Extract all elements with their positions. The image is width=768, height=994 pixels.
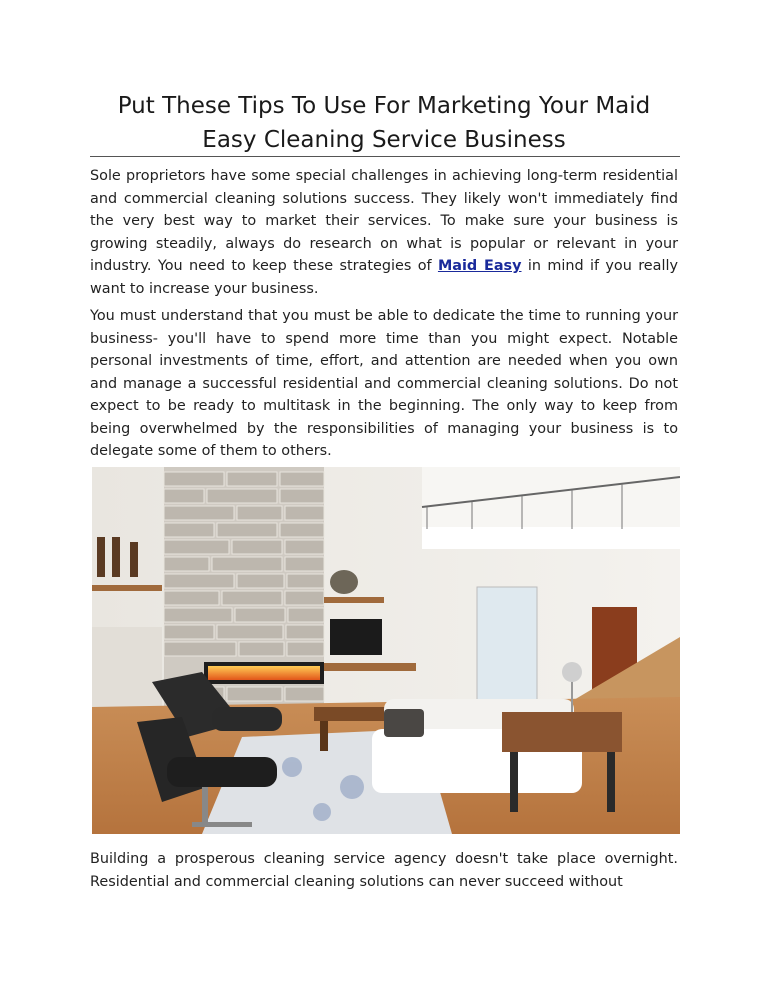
living-room-photo <box>92 467 680 834</box>
paragraph-1-text-end: in mind if you really want to increase your business. <box>90 258 678 297</box>
paragraph-3: Building a prosperous cleaning service agency doesn't take place overnight. Residential and commercial cleaning solutions can never succeed without <box>90 851 678 890</box>
title-divider <box>90 156 680 157</box>
paragraph-1-text: Sole proprietors have some special challenges in achieving long-term residential and commercial cleaning solutions success. They likely won't immediately find the very best way to market their services. To make sure your business is growing steadily, always do research on what is popular or relevant in your industry. You need to keep these strategies of <box>90 168 678 274</box>
maid-easy-link[interactable]: Maid Easy <box>437 258 522 274</box>
paragraph-2: You must understand that you must be able to dedicate the time to running your business- you'll have to spend more time than you might expect. Notable personal investments of time, effort, and attention are needed when you own and manage a successful residential and commercial cleaning solutions. Do not expect to be ready to multitask in the beginning. The only way to keep from being overwhelmed by the responsibilities of managing your business is to delegate some of them to others. <box>90 308 678 459</box>
document-title: Put These Tips To Use For Marketing Your Maid Easy Cleaning Service Business <box>117 93 651 153</box>
paragraph-1 <box>90 165 678 300</box>
